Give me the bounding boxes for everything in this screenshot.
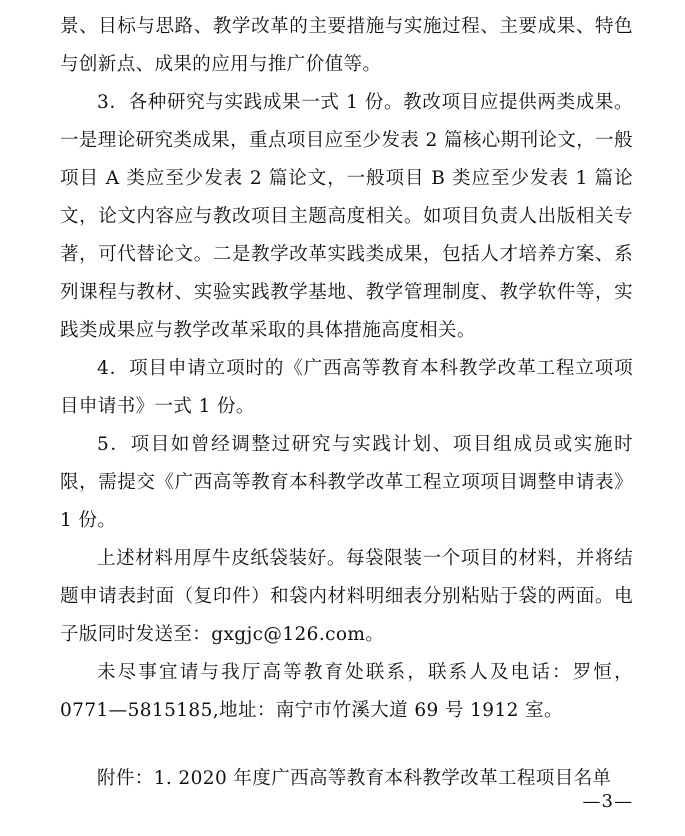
paragraph-item-4: 4．项目申请立项时的《广西高等教育本科教学改革工程立项项目申请书》一式 1 份。 <box>60 358 633 417</box>
paragraph-contact-info: 未尽事宜请与我厅高等教育处联系，联系人及电话：罗恒，0771—5815185,地址：南宁市竹溪大道 69 号 1912 室。 <box>60 662 633 721</box>
paragraph-materials-submission: 上述材料用厚牛皮纸袋装好。每袋限装一个项目的材料，并将结题申请表封面（复印件）和袋内材料明细表分别粘贴于袋的两面。电子版同时发送至：gxgjc@126.com。 <box>60 548 633 645</box>
document-body <box>60 8 633 798</box>
paragraph-attachment-list: 附件：1. 2020 年度广西高等教育本科教学改革工程项目名单 <box>97 768 612 789</box>
paragraph-item-5: 5．项目如曾经调整过研究与实践计划、项目组成员或实施时限，需提交《广西高等教育本科教学改革工程立项项目调整申请表》1 份。 <box>60 434 633 531</box>
paragraph-item-3: 3．各种研究与实践成果一式 1 份。教改项目应提供两类成果。一是理论研究类成果，重点项目应至少发表 2 篇核心期刊论文，一般项目 A 类应至少发表 2 篇论文，一般项目 B 类应至少发表 1 篇论文，论文内容应与教改项目主题高度相关。如项目负责人出版相关专著，可代替论文。二是教学改革实践类成果，包括人才培养方案、系列课程与教材、实验实践教学基地、教学管理制度、教学软件等，实践类成果应与教学改革采取的具体措施高度相关。 <box>60 92 633 341</box>
paragraph-continuation: 景、目标与思路、教学改革的主要措施与实施过程、主要成果、特色与创新点、成果的应用与推广价值等。 <box>60 16 633 75</box>
page-number: —3— <box>582 791 633 812</box>
